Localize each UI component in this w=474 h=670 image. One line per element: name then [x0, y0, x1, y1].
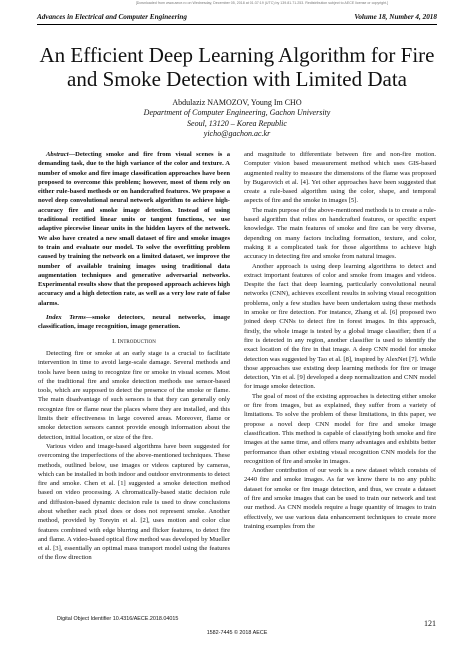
body-paragraph: The main purpose of the above-mentioned methods is to create a rule-based algorithm that relies on handcrafted features, or specific expert knowledge. The main features of smoke and fire can be very diverse, depending on many factors including formation, texture, and color, making it a complicated task for those algorithms to achieve high accuracy in detecting fire and smoke from natural images. [244, 206, 436, 261]
section-heading [38, 337, 230, 346]
author-location: Seoul, 13120 – Korea Republic [187, 118, 287, 128]
author-email: yicho@gachon.ac.kr [203, 128, 271, 138]
body-paragraph: Another approach is using deep learning algorithms to detect and extract important features of color and smoke from images and videos. Despite the fact that deep learning, particularly convolutional neural networks (CNN), achieves excellent results in solving visual recognition problems, only a few studies have been undertaken using these methods in smoke or fire detection. For instance, Zhang et al. [6] proposed two joined deep CNNs to detect fire in forest images. In this approach, firstly, the whole image is tested by a global image classifier; then if a fire is detected in any region, another classifier is used to identify the exact location of the fire in that image. A deep CNN model for smoke detection was suggested by Tao et al. [8], inspired by AlexNet [7]. While those approaches use existing deep learning methods for fire or image detection, Yin et al. [9] developed a deep normalization and CNN model for image smoke detection. [244, 262, 436, 391]
left-column [38, 150, 230, 563]
index-terms-text: —smoke detectors, neural networks, image classification, image recognition, image generation. [38, 314, 230, 331]
body-paragraph-continued: and magnitude to differentiate between fire and non-fire motion. Computer vision based measurement method which uses GIS-based augmented reality to measure the dimensions of the flame was proposed by Bugarovich et al. [4]. Yet other approaches have been suggested that create a rule-based algorithm using the color, shape, and temporal aspects of fire and the smoke in images [5]. [244, 151, 436, 205]
abstract [38, 150, 230, 308]
running-head [37, 13, 437, 21]
download-notice: [Downloaded from www.aece.ro on Wednesday, December 05, 2018 at 01:37:19 (UTC) by 139.81.71.253. Redistribution subject to AECE license or copyright.] [135, 1, 389, 5]
author-department: Department of Computer Engineering, Gachon University [143, 108, 331, 118]
index-terms-label: Index Terms [46, 314, 86, 322]
body-paragraph: Detecting fire or smoke at an early stage is a crucial to facilitate intervention in time to avoid large-scale damage. Several methods and tools have been using to recognize fire or smoke in visual scenes. Most of the traditional fire and smoke detection methods use sensor-based tools, which are supposed to detect the presence of the smoke or flame. The main disadvantage of such sensors is that they can generally only recognize fire or flame near the places where they are installed, and this limits their effectiveness in large covered areas. Moreover, flame or smoke detection sensors cannot provide enough information about the detection, initial location, or size of the fire. [38, 349, 230, 441]
issn-footer: 1582-7445 © 2018 AECE [206, 630, 268, 636]
index-terms [38, 313, 230, 332]
body-paragraph: Another contribution of our work is a new dataset which consists of 2440 fire and smoke images. As far we know there is no any public dataset for smoke or fire image detection, and thus, we create a dataset of fire and smoke images that can be used to train our network and test our method. As CNN models require a huge quantity of images to train effectively, we use various data enhancement techniques to create more training examples from the [244, 467, 436, 530]
header-rule [37, 24, 437, 25]
page-number: 121 [424, 619, 436, 628]
doi-footer: Digital Object Identifier 10.4316/AECE.2018.04015 [57, 616, 179, 622]
abstract-label: Abstract [46, 151, 69, 158]
paper-title: An Efficient Deep Learning Algorithm for Fire and Smoke Detection with Limited Data [39, 43, 435, 91]
right-column [244, 150, 436, 531]
section-number: I. [112, 337, 116, 345]
journal-name: Advances in Electrical and Computer Engineering [37, 13, 187, 21]
abstract-text: —Detecting smoke and fire from visual scenes is a demanding task, due to the high variance of the color and texture. A number of smoke and fire image classification approaches have been proposed to overcome this problem; however, most of them rely on either rule-based methods or on handcrafted features. We propose a novel deep convolutional neural network algorithm to achieve high-accuracy fire and smoke image detection. Instead of using traditional rectified linear units or tangent functions, we use adaptive piecewise linear units in the hidden layers of the network. We also have created a new small dataset of fire and smoke images to train and evaluate our model. To solve the overfitting problem caused by training the network on a limited dataset, we improve the number of available training images using traditional data augmentation techniques and generative adversarial networks. Experimental results show that the proposed approach achieves high accuracy and a high detection rate, as well as a very low rate of false alarms. [38, 151, 230, 307]
body-paragraph: Various video and image-based algorithms have been suggested for overcoming the imperfections of the above-mentioned techniques. These methods, outlined below, use images or videos captured by cameras, which can be installed in both indoor and outdoor environments to detect fire and smoke. Chen et al. [1] suggested a smoke detection method based on video processing. A chromatically-based static decision rule and diffusion-based dynamic decision rule is used to draw conclusions about whether each pixel does or does not represent smoke. Another method, provided by Toreyin et al. [2], uses motion and color clue features combined with edge blurring and flicker features, to detect fire and flame. A video-based optical flow method was developed by Mueller et al. [3], essentially an optimal mass transport model using the features of the flow direction [38, 442, 230, 562]
author-block [37, 98, 437, 139]
section-title: Introduction [117, 337, 156, 345]
author-names: Abdulaziz NAMOZOV, Young Im CHO [172, 98, 302, 107]
volume-info: Volume 18, Number 4, 2018 [354, 13, 437, 21]
body-paragraph: The goal of most of the existing approaches is detecting either smoke or fire from images, but as explained, they suffer from a variety of limitations. To solve the problem of these limitations, in this paper, we propose a novel deep CNN model for fire and smoke image classification. This method is capable of classifying both smoke and fire images at the same time, and offers many advantages and exhibits better performance than other existing visual recognition CNN models for the recognition of fire and smoke in images. [244, 392, 436, 465]
